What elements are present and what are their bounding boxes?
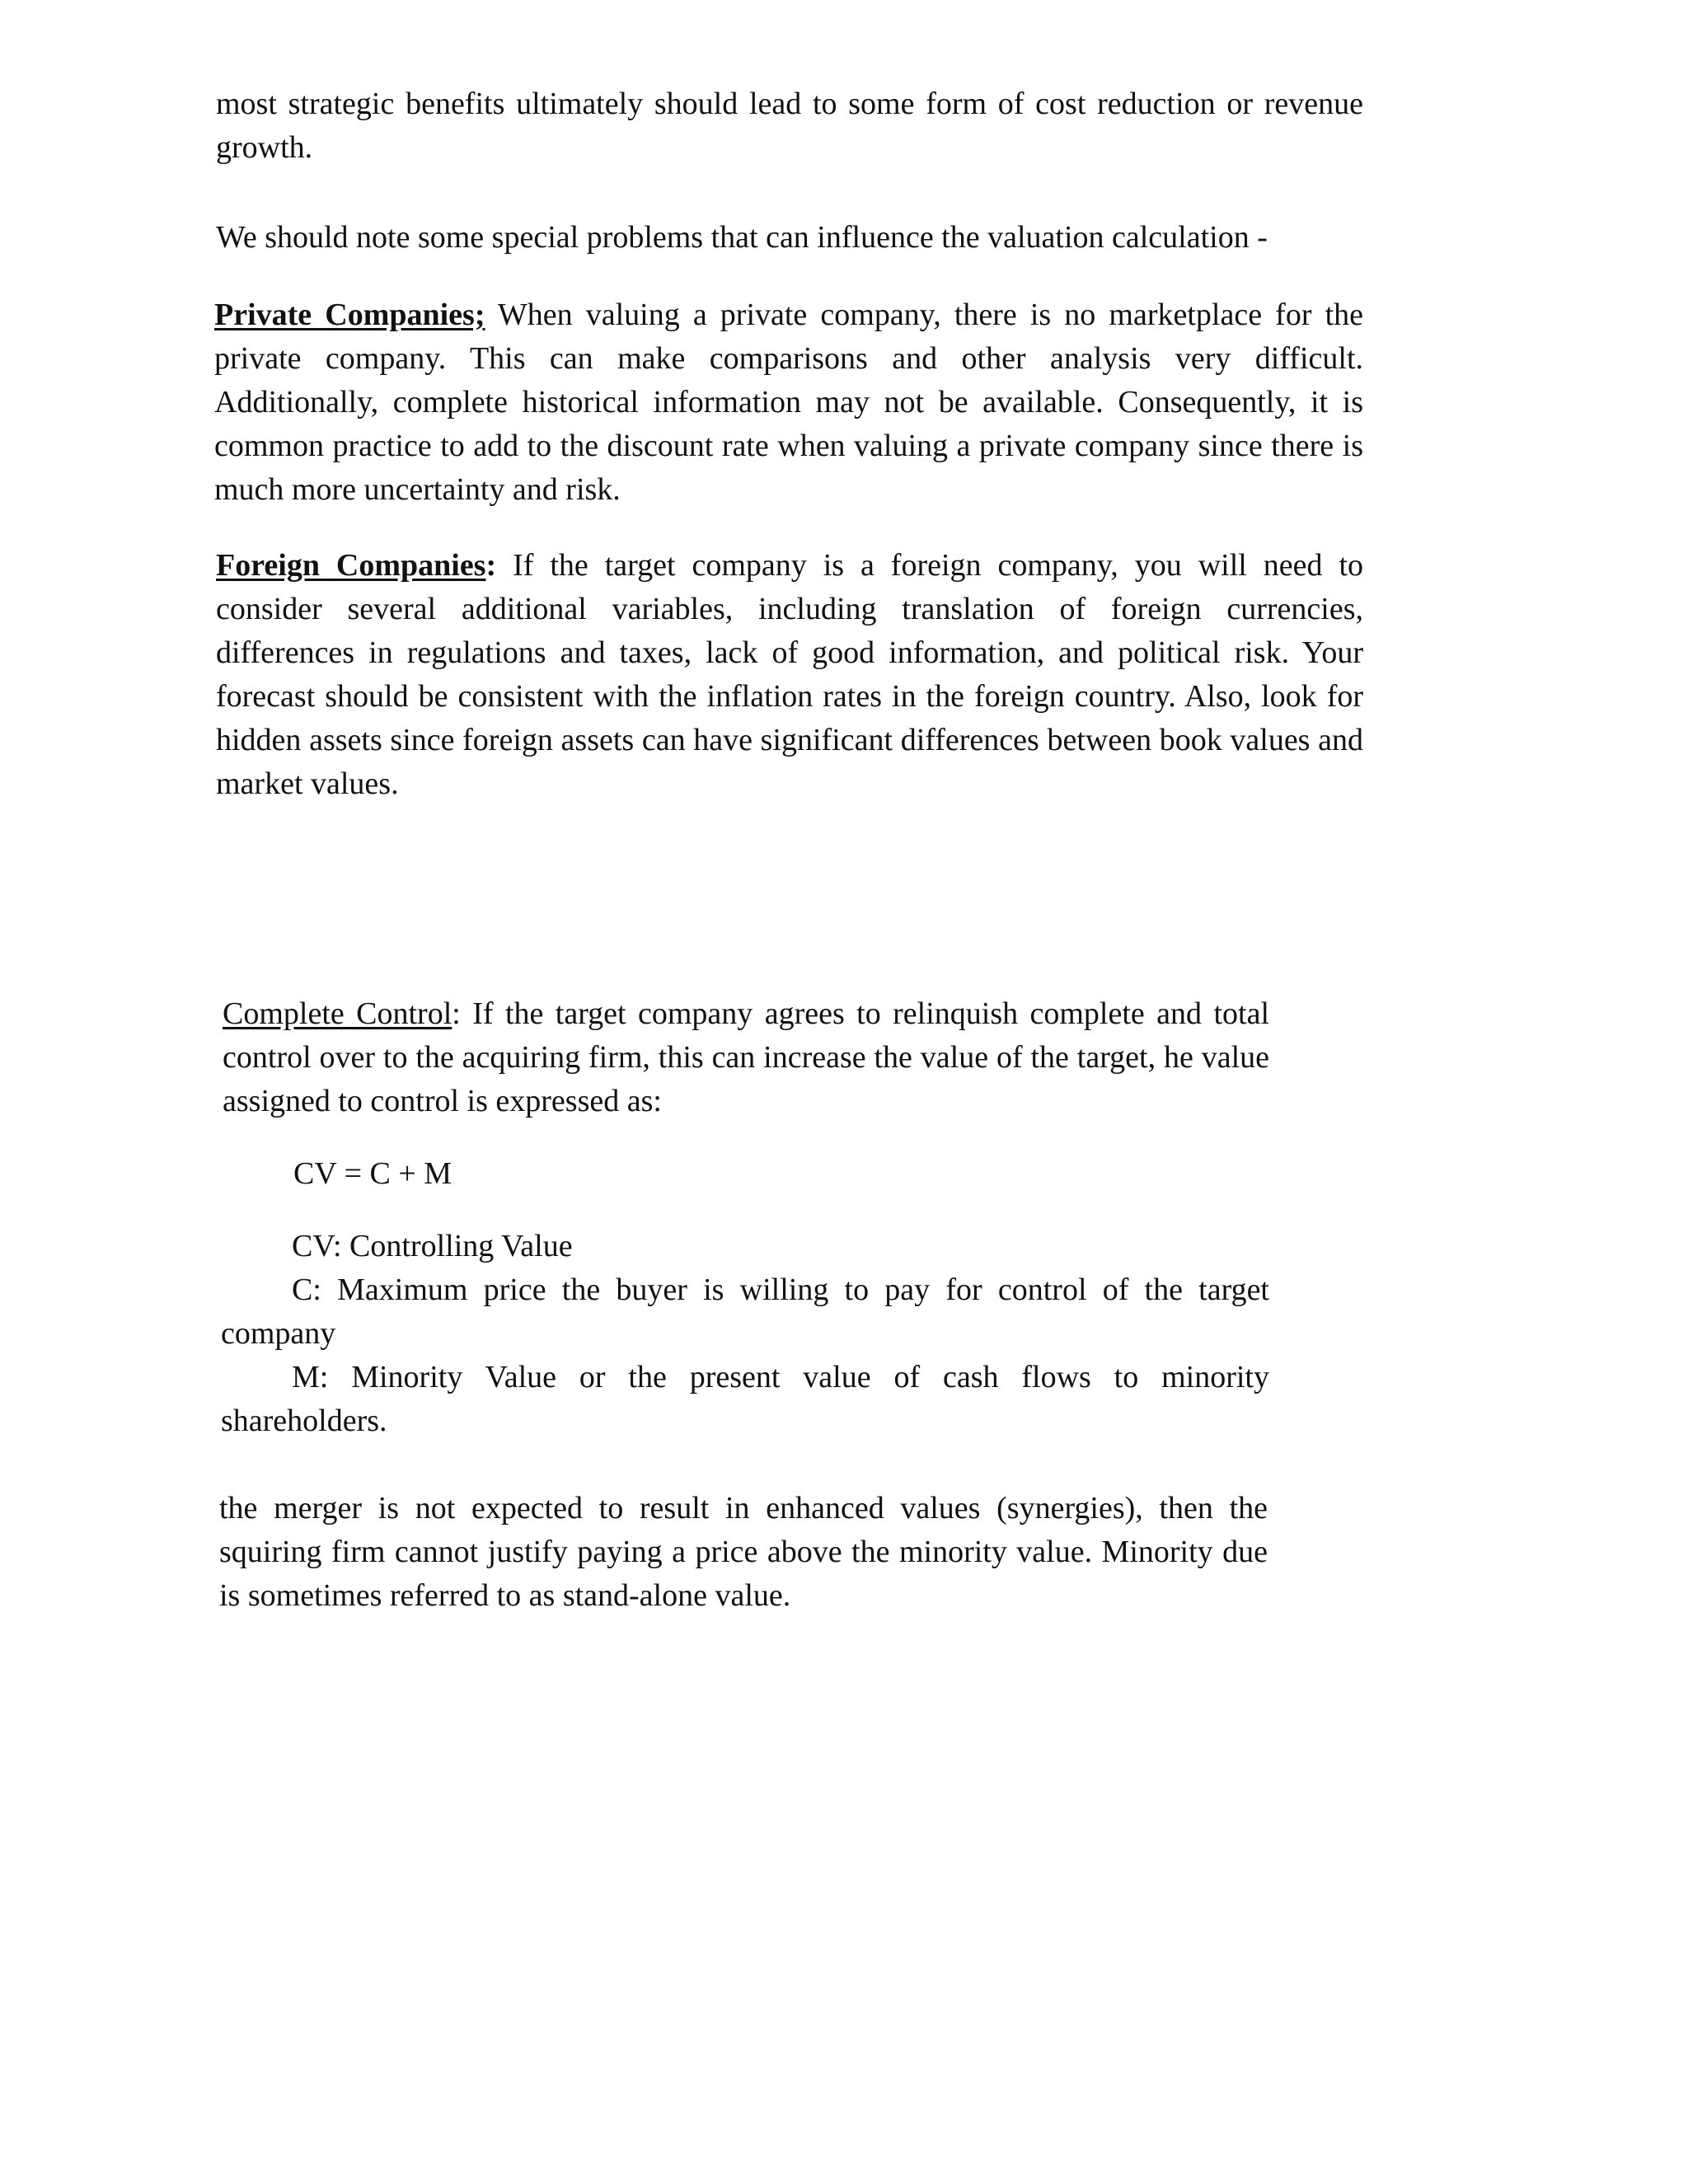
definition-c: C: Maximum price the buyer is willing to pay for control of the target company	[221, 1272, 1269, 1351]
paragraph-private-companies	[214, 293, 1363, 512]
complete-control-heading: Complete Control	[223, 996, 452, 1031]
paragraph-complete-control	[223, 992, 1269, 1123]
foreign-companies-colon: :	[485, 548, 497, 583]
foreign-companies-heading: Foreign Companies	[216, 548, 486, 583]
foreign-companies-text: If the target company is a foreign company, you will need to consider several additional variables, including translation of foreign currencies, differences in regulations and taxes, lack of good information, and political risk. Your forecast should be consistent with the inflation rates in the foreign country. Also, look for hidden assets since foreign assets can have significant differences between book values and market values.	[216, 548, 1364, 801]
definitions-list	[221, 1225, 1269, 1443]
formula-cv: CV = C + M	[293, 1156, 452, 1191]
paragraph-strategic-benefits: most strategic benefits ultimately should lead to some form of cost reduction or revenue growth.	[216, 87, 1363, 165]
private-companies-text: When valuing a private company, there is no marketplace for the private company. This can make comparisons and other analysis very difficult. Additionally, complete historical information may not be available. Consequently, it is common practice to add to the discount rate when valuing a private company since there is much more uncertainty and risk.	[214, 298, 1364, 507]
definition-m: M: Minority Value or the present value of cash flows to minority shareholders.	[221, 1360, 1269, 1438]
paragraph-minority-value: the merger is not expected to result in enhanced values (synergies), then the squiring firm cannot justify paying a price above the minority value. Minority due is sometimes referred to as stand-alone value.	[219, 1491, 1268, 1613]
definition-cv: CV: Controlling Value	[292, 1229, 573, 1263]
private-companies-heading: Private Companies;	[214, 298, 485, 332]
paragraph-foreign-companies	[216, 544, 1363, 806]
complete-control-text: : If the target company agrees to relinquish complete and total control over to the acquiring firm, this can increase the value of the target, he value assigned to control is expressed as:	[223, 996, 1269, 1118]
paragraph-special-problems: We should note some special problems that can influence the valuation calculation -	[216, 220, 1268, 255]
